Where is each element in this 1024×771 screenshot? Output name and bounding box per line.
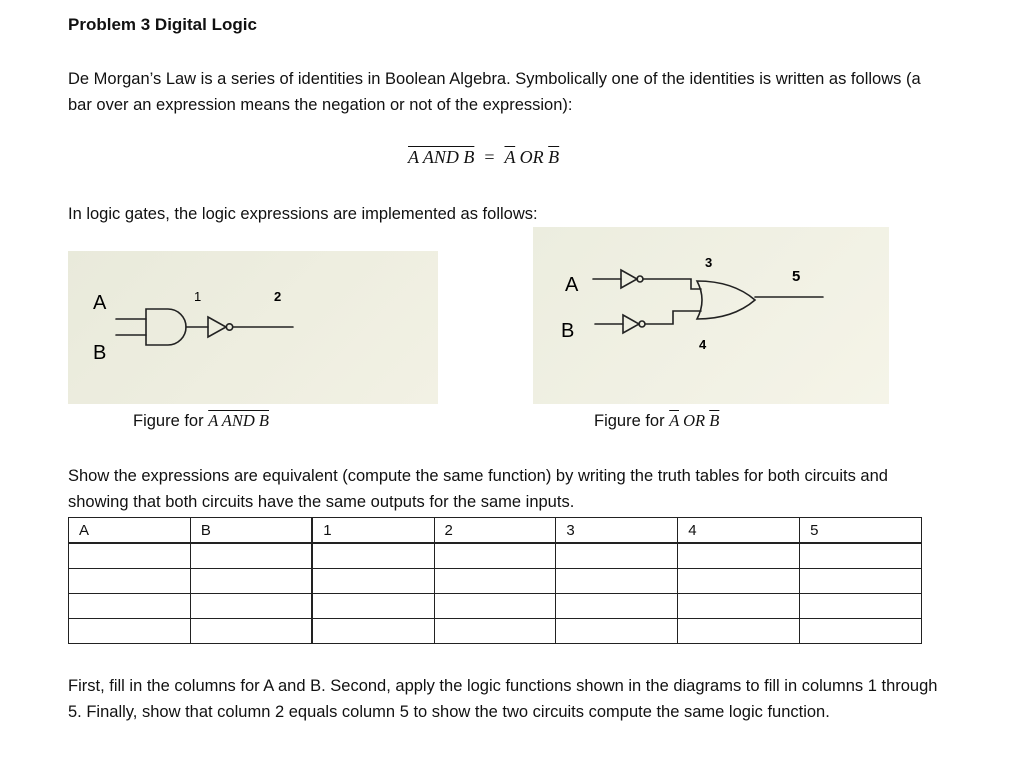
- header-1: 1: [312, 518, 434, 544]
- fig1-label-a: A: [93, 292, 107, 314]
- not-or-circuit-diagram: [533, 227, 889, 404]
- equation-equals: =: [484, 147, 495, 167]
- not-gate-icon: [208, 317, 226, 337]
- table-cell[interactable]: [434, 619, 556, 644]
- header-3: 3: [556, 518, 678, 544]
- table-cell[interactable]: [556, 594, 678, 619]
- table-cell[interactable]: [69, 569, 191, 594]
- table-row: [69, 543, 922, 569]
- figure2-caption-or: OR: [678, 411, 710, 430]
- fig2-label-a: A: [565, 274, 579, 296]
- and-gate-icon: [146, 309, 186, 345]
- table-row: [69, 569, 922, 594]
- fig2-label-5: 5: [792, 268, 801, 285]
- table-cell[interactable]: [190, 594, 312, 619]
- fig1-label-b: B: [93, 342, 107, 364]
- figure1-caption: [133, 411, 269, 431]
- demorgan-equation: [408, 147, 559, 168]
- table-cell[interactable]: [800, 594, 922, 619]
- and-not-circuit-diagram: [68, 251, 438, 404]
- equation-rhs-a: $\overline{A}$: [504, 147, 516, 167]
- equation-rhs-or: OR: [515, 147, 549, 167]
- header-2: 2: [434, 518, 556, 544]
- equation-lhs: A AND B: [408, 147, 475, 167]
- equation-rhs-b: $\overline{B}$: [548, 147, 560, 167]
- fig2-label-4: 4: [699, 337, 707, 352]
- table-cell[interactable]: [800, 569, 922, 594]
- table-cell[interactable]: [190, 569, 312, 594]
- header-a: A: [69, 518, 191, 544]
- figure2-caption-a: $\overline{A}$: [669, 411, 679, 430]
- truth-table-header-row: [69, 518, 922, 544]
- table-cell[interactable]: [190, 543, 312, 569]
- table-cell[interactable]: [69, 594, 191, 619]
- table-cell[interactable]: [312, 569, 434, 594]
- problem-title: Problem 3 Digital Logic: [68, 15, 257, 34]
- table-cell[interactable]: [69, 543, 191, 569]
- table-cell[interactable]: [312, 594, 434, 619]
- table-cell[interactable]: [800, 619, 922, 644]
- truth-table: [68, 517, 922, 644]
- instructions-paragraph: Show the expressions are equivalent (compute the same function) by writing the truth tables for both circuits and showing that both circuits have the same outputs for the same inputs.: [68, 467, 888, 511]
- not-gate-b-icon: [623, 315, 639, 333]
- table-cell[interactable]: [434, 569, 556, 594]
- figure2-caption-b: $\overline{B}$: [709, 411, 720, 430]
- header-4: 4: [678, 518, 800, 544]
- gates-intro: In logic gates, the logic expressions are implemented as follows:: [68, 205, 538, 223]
- header-5: 5: [800, 518, 922, 544]
- table-cell[interactable]: [434, 543, 556, 569]
- intro-paragraph: De Morgan’s Law is a series of identities in Boolean Algebra. Symbolically one of the identities is written as follows (a bar over an expression means the negation or not of the expression):: [68, 70, 921, 114]
- table-cell[interactable]: [434, 594, 556, 619]
- table-cell[interactable]: [69, 619, 191, 644]
- table-cell[interactable]: [678, 543, 800, 569]
- fig2-label-3: 3: [705, 255, 713, 270]
- table-cell[interactable]: [312, 543, 434, 569]
- or-gate-icon: [697, 281, 755, 319]
- not-or-circuit-photo: [533, 227, 889, 404]
- table-cell[interactable]: [556, 619, 678, 644]
- fig1-label-2: 2: [274, 289, 282, 304]
- figure1-caption-expr: A AND B: [208, 411, 270, 430]
- figure2-caption: [594, 411, 719, 431]
- table-row: [69, 619, 922, 644]
- figure1-caption-prefix: Figure for: [133, 412, 209, 430]
- table-cell[interactable]: [678, 594, 800, 619]
- table-cell[interactable]: [312, 619, 434, 644]
- table-cell[interactable]: [678, 619, 800, 644]
- fig1-label-1: 1: [194, 289, 202, 304]
- table-cell[interactable]: [190, 619, 312, 644]
- closing-paragraph: First, fill in the columns for A and B. Second, apply the logic functions shown in the diagrams to fill in columns 1 through 5. Finally, show that column 2 equals column 5 to show the two circuits compute the same logic function.: [68, 677, 938, 721]
- header-b: B: [190, 518, 312, 544]
- table-cell[interactable]: [678, 569, 800, 594]
- not-gate-a-icon: [621, 270, 637, 288]
- table-cell[interactable]: [800, 543, 922, 569]
- figure2-caption-prefix: Figure for: [594, 412, 670, 430]
- table-cell[interactable]: [556, 569, 678, 594]
- table-cell[interactable]: [556, 543, 678, 569]
- and-not-circuit-photo: [68, 251, 438, 404]
- table-row: [69, 594, 922, 619]
- fig2-label-b: B: [561, 320, 575, 342]
